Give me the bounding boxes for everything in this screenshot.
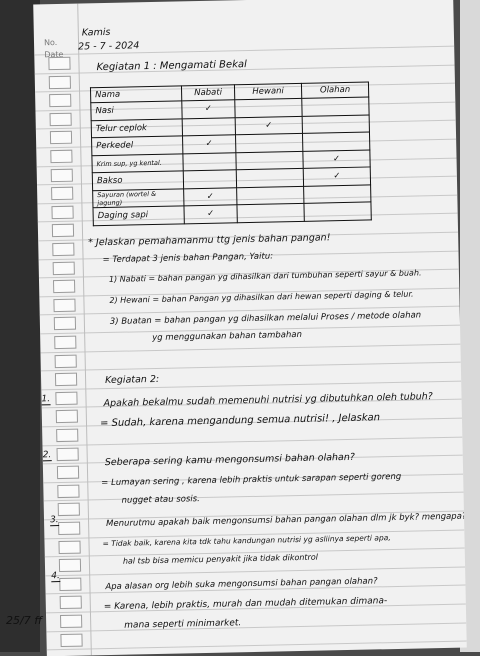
part1-prompt: * Jelaskan pemahamanmu ttg jenis bahan pangan! (88, 232, 331, 249)
q1-answer: = Sudah, karena mengandung semua nutrisi! , Jelaskan (99, 412, 381, 430)
check-mark: ✓ (235, 116, 302, 135)
q2-number: 2. (42, 450, 52, 461)
margin-box (53, 280, 75, 293)
col-nama: Nama (90, 86, 181, 103)
q3-number: 3. (49, 515, 59, 526)
check-mark (302, 132, 369, 151)
q4-question: Apa alasan org lebih suka mengonsumsi bahan pangan olahan? (105, 576, 378, 593)
check-mark: ✓ (303, 149, 370, 168)
check-mark: ✓ (184, 187, 237, 206)
food-name: Sayuran (wortel & jagung) (93, 188, 184, 207)
margin-box (51, 205, 73, 218)
food-table (90, 81, 372, 225)
part1-intro: = Terdapat 3 jenis bahan Pangan, Yaitu: (102, 251, 274, 266)
check-mark (183, 170, 236, 189)
check-mark: ✓ (183, 135, 236, 154)
food-name: Daging sapi (93, 206, 184, 225)
margin-box (57, 447, 79, 460)
margin-box (60, 615, 82, 628)
check-mark (237, 203, 304, 222)
check-mark (235, 133, 302, 152)
date: 25 - 7 - 2024 (78, 40, 140, 53)
ruled-line (41, 362, 461, 372)
notebook-page (33, 0, 467, 656)
margin-box (58, 522, 80, 535)
margin-box (55, 354, 77, 367)
q2-question: Seberapa sering kamu mengonsumsi bahan olahan? (104, 451, 355, 469)
date-label: Date (44, 49, 64, 60)
part1-item-2: 2) Hewani = bahan Pangan yg dihasilkan dari hewan seperti daging & telur. (109, 289, 414, 305)
check-mark (304, 202, 371, 221)
part1-item-1: 1) Nabati = bahan pangan yg dihasilkan dari tumbuhan seperti sayur & buah. (108, 268, 422, 284)
activity-2-title: Kegiatan 2: (104, 373, 160, 387)
q4-answer-2: mana seperti minimarket. (124, 618, 242, 631)
q3-answer-1: = Tidak baik, karena kita tdk tahu kandungan nutrisi yg asliinya seperti apa, (102, 533, 391, 549)
margin-box (49, 75, 71, 88)
food-name: Bakso (92, 171, 183, 190)
margin-box (55, 373, 77, 386)
no-label: No. (43, 37, 58, 48)
check-mark (237, 186, 304, 205)
ruled-line (46, 622, 466, 632)
margin-box (58, 503, 80, 516)
check-mark (302, 114, 369, 133)
ruled-line (44, 492, 464, 502)
food-name: Krim sup, yg kental. (92, 153, 183, 172)
check-mark (304, 184, 371, 203)
desk-background (0, 0, 43, 652)
margin-box (51, 168, 73, 181)
signature-date: 25/7 ff (6, 614, 43, 627)
check-mark (236, 168, 303, 187)
day: Kamis (81, 26, 111, 39)
col-hewani: Hewani (234, 83, 301, 99)
ruled-line (47, 641, 467, 651)
margin-box (56, 410, 78, 423)
margin-box (52, 224, 74, 237)
col-olahan: Olahan (301, 82, 368, 98)
check-mark (236, 151, 303, 170)
check-mark (183, 152, 236, 171)
margin-box (56, 429, 78, 442)
check-mark: ✓ (182, 100, 235, 119)
margin-box (53, 298, 75, 311)
q4-answer-1: = Karena, lebih praktis, murah dan mudah ditemukan dimana- (103, 596, 388, 613)
part1-item-3: 3) Buatan = bahan pangan yg dihasilkan melalui Proses / metode olahan (109, 310, 422, 327)
check-mark (182, 117, 235, 136)
margin-box (50, 131, 72, 144)
margin-box (49, 112, 71, 125)
q2-answer-2: nugget atau sosis. (121, 494, 200, 506)
ruled-lines (33, 0, 453, 4)
q3-answer-2: hal tsb bisa memicu penyakit jika tidak dikontrol (122, 552, 318, 566)
q1-number: 1. (41, 394, 51, 405)
margin-box (51, 187, 73, 200)
q2-answer-1: = Lumayan sering , karena lebih praktis untuk sarapan seperti goreng (101, 471, 402, 489)
margin-box (60, 596, 82, 609)
check-mark: ✓ (303, 167, 370, 186)
margin-box (59, 559, 81, 572)
check-mark (235, 98, 302, 117)
check-mark (302, 97, 369, 116)
ruled-line (40, 343, 460, 353)
margin-box (53, 261, 75, 274)
margin-box (49, 94, 71, 107)
margin-box (57, 484, 79, 497)
margin-box (60, 633, 82, 646)
margin-box (57, 466, 79, 479)
q4-number: 4. (51, 571, 60, 582)
part1-item-3-cont: yg menggunakan bahan tambahan (152, 329, 303, 344)
margin-box (50, 150, 72, 163)
ruled-line (45, 566, 465, 576)
food-name: Nasi (91, 101, 182, 120)
col-nabati: Nabati (181, 85, 234, 101)
q1-question: Apakah bekalmu sudah memenuhi nutrisi yg dibutuhkan oleh tubuh? (103, 391, 433, 410)
margin-box (59, 577, 81, 590)
margin-box (52, 243, 74, 256)
ruled-line (42, 436, 462, 446)
food-name: Perkedel (92, 136, 183, 155)
q3-question: Menurutmu apakah baik mengonsumsi bahan pangan olahan dlm jk byk? mengapa? (106, 511, 467, 530)
margin-box (55, 391, 77, 404)
activity-1-title: Kegiatan 1 : Mengamati Bekal (96, 59, 247, 74)
food-name: Telur ceplok (91, 118, 182, 137)
margin-box (54, 317, 76, 330)
margin-box (58, 540, 80, 553)
margin-box (54, 336, 76, 349)
check-mark: ✓ (184, 205, 237, 224)
